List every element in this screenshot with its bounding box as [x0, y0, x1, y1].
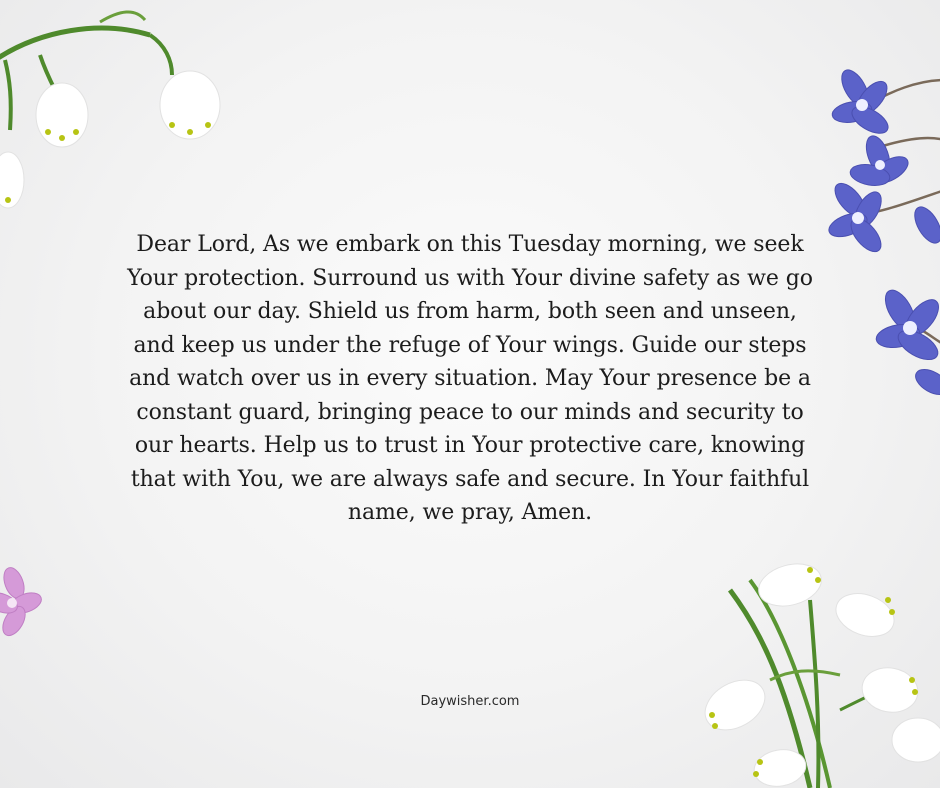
pink-flower-left — [0, 555, 50, 655]
prayer-text: Dear Lord, As we embark on this Tuesday morning, we seek Your protection. Surround us with Your divine safety as we go about our day. Shield us from harm, both seen and unseen, and keep us under the refuge of Your wings. Guide our steps and watch over us in every situation. May Your presence be a constant guard, bringing peace to our minds and security to our hearts. Help us to trust in Your protective care, knowing that with You, we are always safe and secure. In Your faithful name, we pray, Amen. — [127, 232, 813, 525]
purple-flowers-right — [800, 40, 940, 400]
site-watermark: Daywisher.com — [420, 694, 520, 709]
snowflake-flowers-bottom-right — [690, 540, 940, 788]
snowdrop-flowers-top-left — [0, 0, 260, 220]
